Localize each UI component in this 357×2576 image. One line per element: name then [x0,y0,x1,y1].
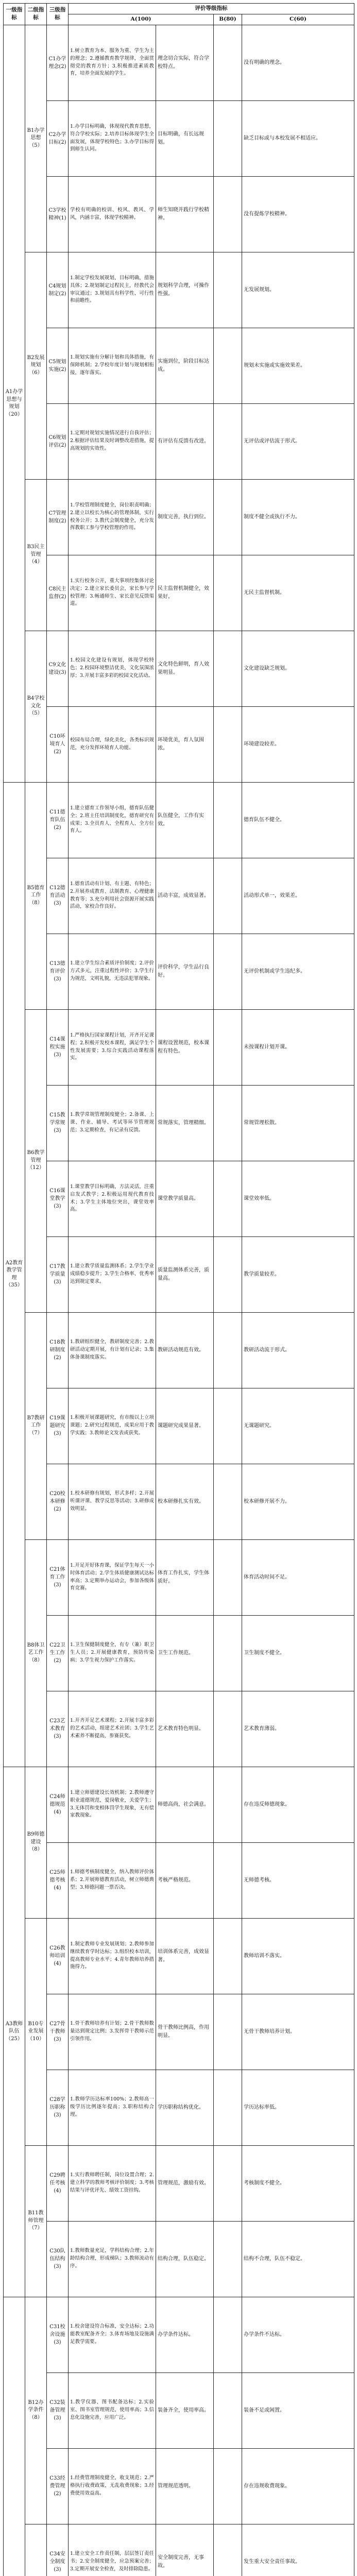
col-header-scale: 评价等级指标 [69,4,354,14]
indicator-description: 1.开足开好体育课，保证学生每天一小时体育活动；2.学生体质健康测试达标率高；3.定期举办运动会，参加各级体育竞赛。 [69,1539,156,1615]
grade-b-criteria [214,1161,242,1236]
grade-b-criteria [214,1842,242,1918]
grade-c-criteria: 制度不健全或执行不力。 [242,479,354,555]
grade-c-criteria: 活动形式单一，效果差。 [242,858,354,934]
table-row [4,1161,354,1236]
grade-a-criteria: 文化特色鲜明，育人效果明显。 [156,631,214,706]
grade-a-criteria: 课程设置规范，校本课程有特色。 [156,1009,214,1085]
table-row [4,2448,354,2524]
table-row [4,782,354,858]
level3-indicator: C32装备管理(3) [47,2372,69,2448]
level2-indicator: B2发展规划（6） [25,252,47,479]
indicator-description: 1.教研组织健全，教研制度完善；2.教研活动定期开展，有计划有记录；3.集体备课制度落实。 [69,1312,156,1388]
grade-b-criteria [214,1312,242,1388]
indicator-description: 1.卫生保健制度健全，有专（兼）职卫生人员；2.开展健康教育，预防传染病；3.学生视力保护工作落实。 [69,1615,156,1691]
level2-indicator: B6教学管理（12） [25,1009,47,1312]
table-row [4,252,354,328]
indicator-description: 1.教学仪器、图书配备达标；2.实验室、图书室管理规范，使用率高；3.信息化设施完善，应用广泛。 [69,2372,156,2448]
level2-indicator: B4学校文化（5） [25,631,47,782]
level2-indicator: B1办学思想（5） [25,25,47,252]
col-header-level1: 一级指标 [4,4,25,25]
grade-c-criteria: 文化建设缺乏规划。 [242,631,354,706]
grade-c-criteria: 存在违规收费现象。 [242,2448,354,2524]
grade-b-criteria [214,176,242,252]
level3-indicator: C21体育工作(3) [47,1539,69,1615]
level3-indicator: C31校舍设施(3) [47,2297,69,2372]
evaluation-page [3,3,354,2576]
indicator-description: 1.骨干教师培养有计划；2.骨干教师数量达到规定比例；3.发挥骨干教师示范引领作用。 [69,1994,156,2070]
grade-c-criteria: 无评估或评估流于形式。 [242,403,354,479]
grade-c-criteria: 德育队伍不健全。 [242,782,354,858]
level3-indicator: C7管理制度(2) [47,479,69,555]
table-row [4,1767,354,1842]
grade-a-criteria: 实施到位，阶段目标达成。 [156,328,214,403]
indicator-description: 1.教学常规管理制度健全；2.备课、上课、作业、辅导、考试等环节管理规范；3.定期检查，有记录有反馈。 [69,1085,156,1161]
table-row [4,1464,354,1539]
col-header-level2: 二级指标 [25,4,47,25]
table-row [4,934,354,1009]
indicator-description: 校园布局合理，绿化美化，各类标识规范，充分发挥环境育人功能。 [69,706,156,782]
level3-indicator: C28学历职称(3) [47,2070,69,2145]
indicator-description: 1.校园文化建设有规划，体现学校特色；2.校园环境整洁优美，文化氛围浓厚；3.开展丰富多彩的校园文化活动。 [69,631,156,706]
level3-indicator: C8民主监督(2) [47,555,69,631]
indicator-description: 1.开齐开足艺术课程；2.开展丰富多彩的艺术活动，组建艺术社团；3.学生艺术素养不断提高，参赛获奖。 [69,1691,156,1767]
indicator-description: 1.经费管理制度健全，收支规范；2.严格执行收费政策，无乱收费现象；3.经费使用效益高。 [69,2448,156,2524]
col-header-b: B(80) [214,14,242,25]
level3-indicator: C6规划评估(2) [47,403,69,479]
level3-indicator: C34安全制度(3) [47,2524,69,2576]
grade-c-criteria: 教学质量较差。 [242,1236,354,1312]
indicator-description: 1.积极开展课题研究，有市级以上立项课题；2.研究过程规范，成果应用于教学实践；3.教师论文发表或获奖。 [69,1388,156,1464]
indicator-description: 1.建立安全工作责任制，层层签订责任书；2.安全制度健全，应急预案完善；3.定期开展安全检查，及时排除隐患。 [69,2524,156,2576]
evaluation-table [3,3,354,2576]
grade-a-criteria: 教研活动规范有效。 [156,1312,214,1388]
level2-indicator: B9师德建设（8） [25,1767,47,1918]
grade-a-criteria: 师德高尚，社会满意。 [156,1767,214,1842]
grade-a-criteria: 目标明确，有长远规划。 [156,100,214,176]
level1-indicator: A2教育教学管理（35） [4,782,25,1767]
table-row [4,2372,354,2448]
grade-b-criteria [214,1615,242,1691]
level2-indicator: B8体卫艺工作（8） [25,1539,47,1767]
level2-indicator: B11教师管理（7） [25,2145,47,2297]
level3-indicator: C18教研制度(2) [47,1312,69,1388]
indicator-description: 1.建立教学质量监测体系；2.学生学业成绩稳步提升；3.学生合格率、优秀率达到规定要求。 [69,1236,156,1312]
grade-b-criteria [214,2448,242,2524]
grade-c-criteria: 没有提炼学校精神。 [242,176,354,252]
grade-a-criteria: 有评估有反馈有改进。 [156,403,214,479]
indicator-description: 1.校舍建设符合标准，安全达标；2.功能教室配备齐全；3.体育场地及设施满足教学需要。 [69,2297,156,2372]
grade-b-criteria [214,1464,242,1539]
level3-indicator: C33经费管理(2) [47,2448,69,2524]
table-row [4,1994,354,2070]
level3-indicator: C13德育评价(3) [47,934,69,1009]
grade-b-criteria [214,1691,242,1767]
indicator-description: 1.实行教师聘任制，岗位设置合理；2.建立科学的教师考核评价制度；3.考核结果与评优评先、绩效工资挂钩。 [69,2145,156,2221]
grade-c-criteria: 课堂效率低。 [242,1161,354,1236]
grade-a-criteria: 师生知晓并践行学校精神。 [156,176,214,252]
level3-indicator: C30队伍结构(3) [47,2221,69,2297]
table-row [4,1085,354,1161]
level3-indicator: C11德育队伍(2) [47,782,69,858]
grade-a-criteria: 课堂教学质量高。 [156,1161,214,1236]
grade-b-criteria [214,1009,242,1085]
table-row [4,403,354,479]
level3-indicator: C14课程实施(3) [47,1009,69,1085]
level3-indicator: C24师德规范(4) [47,1767,69,1842]
table-row [4,1009,354,1085]
grade-b-criteria [214,328,242,403]
table-row [4,1312,354,1388]
level3-indicator: C23艺术教育(3) [47,1691,69,1767]
indicator-description: 1.制定学校发展规划，目标明确，措施具体；2.规划制定过程民主，经教代会审议通过；3.规划具有科学性、可行性和前瞻性。 [69,252,156,328]
grade-a-criteria: 校本研修扎实有效。 [156,1464,214,1539]
grade-b-criteria [214,2070,242,2145]
grade-a-criteria: 学历职称结构优化。 [156,2070,214,2145]
indicator-description: 1.师德考核制度健全，纳入教师评价体系；2.开展师德教育活动，树立师德典型；3.师德问题一票否决。 [69,1842,156,1918]
grade-c-criteria: 办学条件不达标。 [242,2297,354,2372]
grade-c-criteria: 卫生制度不健全。 [242,1615,354,1691]
level3-indicator: C19课题研究(3) [47,1388,69,1464]
level3-indicator: C22卫生工作(2) [47,1615,69,1691]
level1-indicator: A3教师队伍（25） [4,1767,25,2297]
grade-b-criteria [214,2221,242,2297]
grade-b-criteria [214,252,242,328]
indicator-description: 1.德育活动有计划、有主题、有特色；2.开展养成教育、法制教育、心理健康教育等；3.充分利用社会资源开展实践活动，家校合作良好。 [69,858,156,934]
grade-a-criteria: 环境优美，育人氛围浓。 [156,706,214,782]
level3-indicator: C25师德考核(4) [47,1842,69,1918]
grade-a-criteria: 考核严格规范。 [156,1842,214,1918]
indicator-description: 1.教师数量充足，学科结构合理；2.年龄结构合理，形成梯队；3.教师流动有序。 [69,2221,156,2297]
grade-c-criteria: 无民主监督机制。 [242,555,354,631]
grade-c-criteria: 艺术教育薄弱。 [242,1691,354,1767]
grade-b-criteria [214,100,242,176]
level3-indicator: C3学校精神(1) [47,176,69,252]
grade-c-criteria: 未按课程计划开课。 [242,1009,354,1085]
table-row [4,479,354,555]
grade-b-criteria [214,706,242,782]
grade-b-criteria [214,555,242,631]
grade-c-criteria: 环境建设较差。 [242,706,354,782]
grade-a-criteria: 办学条件达标。 [156,2297,214,2372]
level2-indicator: B7教研工作（7） [25,1312,47,1539]
level3-indicator: C12德育活动(3) [47,858,69,934]
col-header-c: C(60) [242,14,354,25]
grade-b-criteria [214,934,242,1009]
grade-b-criteria [214,2145,242,2221]
grade-b-criteria [214,2524,242,2576]
indicator-description: 1.树立教育为本、服务为重、学生为主的理念；2.遵循教育教学规律，全面贯彻党的教育方针；3.积极推进素质教育，培养全面发展的学生。 [69,25,156,100]
grade-a-criteria: 质量监测体系完善，质量高。 [156,1236,214,1312]
table-row [4,1388,354,1464]
table-row [4,2221,354,2297]
indicator-description: 1.建立德育工作领导小组，德育队伍健全；2.班主任培训制度化，德育研究有成果；3.全员育人、全程育人、全方位育人。 [69,782,156,858]
indicator-description: 1.教师学历达标率100%；2.教师高一级学历比例逐年提高；3.职称结构合理。 [69,2070,156,2145]
grade-c-criteria: 存在违反师德现象。 [242,1767,354,1842]
level3-indicator: C16课堂教学(3) [47,1161,69,1236]
table-row [4,1918,354,1994]
grade-a-criteria: 培训体系完善，成效显著。 [156,1918,214,1994]
table-row [4,100,354,176]
indicator-description: 1.规划实施有分解计划和具体措施，有保障机制；2.学校年度计划与规划相衔接，逐年落实。 [69,328,156,403]
indicator-description: 1.学校管理制度健全，岗位职责明确；2.建立以校长为核心的管理体制，实行校务公开；3.教代会制度健全，充分发挥教职工参与学校管理的作用。 [69,479,156,555]
grade-c-criteria: 缺乏目标或与本校发展不相适应。 [242,100,354,176]
grade-c-criteria: 学历达标率低。 [242,2070,354,2145]
grade-b-criteria [214,25,242,100]
indicator-description: 学校有明确的校训、校风、教风、学风，内涵丰富，体现学校精神。 [69,176,156,252]
grade-b-criteria [214,479,242,555]
grade-a-criteria: 规划科学合理，可操作性强。 [156,252,214,328]
level2-indicator: B5德育工作（8） [25,782,47,1009]
level1-indicator: A1办学思想与规划（20） [4,25,25,782]
grade-c-criteria: 无评价机制或学生违纪多。 [242,934,354,1009]
grade-c-criteria: 发生重大安全责任事故。 [242,2524,354,2576]
indicator-description: 1.建立师德建设长效机制；2.教师遵守职业道德规范，爱岗敬业，关爱学生；3.无体罚和变相体罚学生现象，无有偿家教现象。 [69,1767,156,1842]
grade-b-criteria [214,1085,242,1161]
table-header [4,4,354,25]
level1-indicator [4,2297,25,2576]
level3-indicator: C10环境育人(2) [47,706,69,782]
level2-indicator [25,2524,47,2576]
indicator-description: 1.校本研修有规划，形式多样；2.开展听课评课、教学反思等活动；3.研修成效明显。 [69,1464,156,1539]
indicator-description: 1.实行校务公开，重大事项经集体讨论决定；2.建立家长委员会，家长参与学校管理；3.畅通师生、家长意见反馈渠道。 [69,555,156,631]
grade-c-criteria: 校本研修开展不力。 [242,1464,354,1539]
level3-indicator: C17教学质量(3) [47,1236,69,1312]
grade-a-criteria: 管理规范透明。 [156,2448,214,2524]
table-row [4,555,354,631]
grade-a-criteria: 艺术教育特色明显。 [156,1691,214,1767]
level2-indicator: B12办学条件（8） [25,2297,47,2524]
grade-c-criteria: 体育活动时间不足。 [242,1539,354,1615]
grade-a-criteria: 安全制度完善，无事故。 [156,2524,214,2576]
grade-c-criteria: 教师培训不落实。 [242,1918,354,1994]
grade-b-criteria [214,782,242,858]
table-row [4,2145,354,2221]
level3-indicator: C5规划实施(2) [47,328,69,403]
grade-c-criteria: 教研活动流于形式。 [242,1312,354,1388]
level2-indicator: B10专业发展（10） [25,1918,47,2145]
grade-b-criteria [214,1767,242,1842]
level3-indicator: C20校本研修(2) [47,1464,69,1539]
table-row [4,706,354,782]
indicator-description: 1.定期对规划实施情况进行自我评估；2.根据评估结果及时调整改进措施，提高规划的实效性。 [69,403,156,479]
level3-indicator: C4规划制定(2) [47,252,69,328]
grade-a-criteria: 卫生工作规范。 [156,1615,214,1691]
grade-c-criteria: 无骨干教师培养计划。 [242,1994,354,2070]
grade-b-criteria [214,2297,242,2372]
level3-indicator: C15教学常规(3) [47,1085,69,1161]
level3-indicator: C26教师培训(4) [47,1918,69,1994]
table-row [4,1842,354,1918]
table-row [4,328,354,403]
table-row [4,2070,354,2145]
indicator-description: 1.严格执行国家课程计划，开齐开足课程；2.积极开发校本课程，满足学生个性发展需要；3.综合实践活动课程落实。 [69,1009,156,1085]
grade-a-criteria: 体育工作扎实，学生体质好。 [156,1539,214,1615]
grade-b-criteria [214,631,242,706]
grade-c-criteria: 常规管理松散。 [242,1085,354,1161]
grade-a-criteria: 装备齐全，使用率高。 [156,2372,214,2448]
col-header-a: A(100) [69,14,214,25]
table-row [4,858,354,934]
grade-c-criteria: 结构不合理，队伍不稳定。 [242,2221,354,2297]
table-row [4,2524,354,2576]
level3-indicator: C2办学目标(2) [47,100,69,176]
grade-b-criteria [214,403,242,479]
grade-c-criteria: 规划未实施或实施效果差。 [242,328,354,403]
level3-indicator: C9文化建设(3) [47,631,69,706]
indicator-description: 1.办学目标明确，体现现代教育思想，符合学校实际；2.培养目标体现学生全面发展，体现学校特色；3.办学目标得到师生认同。 [69,100,156,176]
grade-a-criteria: 制度完善，执行到位。 [156,479,214,555]
grade-c-criteria: 装备不足或闲置。 [242,2372,354,2448]
grade-a-criteria: 骨干教师比例高，作用明显。 [156,1994,214,2070]
table-row [4,2297,354,2372]
grade-a-criteria: 课题研究成果显著。 [156,1388,214,1464]
grade-c-criteria: 没有明确的理念。 [242,25,354,100]
grade-b-criteria [214,1539,242,1615]
table-row [4,176,354,252]
grade-a-criteria: 评价科学，学生品行良好。 [156,934,214,1009]
grade-c-criteria: 考核制度不健全。 [242,2145,354,2221]
grade-a-criteria: 结构合理，队伍稳定。 [156,2221,214,2297]
table-row [4,1691,354,1767]
grade-a-criteria: 队伍健全，工作有实效。 [156,782,214,858]
grade-b-criteria [214,1236,242,1312]
grade-a-criteria: 理念切合实际，符合学校特点。 [156,25,214,100]
table-row [4,1236,354,1312]
grade-c-criteria: 无师德考核。 [242,1842,354,1918]
indicator-description: 1.课堂教学目标明确，方法灵活，注重启发式教学；2.积极运用现代教育技术；3.学生主体地位突出，课堂效率高。 [69,1161,156,1236]
indicator-description: 1.建立学生综合素质评价制度；2.评价方式多元，注重过程性评价；3.学生行为规范，文明礼貌，无违法犯罪现象。 [69,934,156,1009]
grade-b-criteria [214,1994,242,2070]
level3-indicator: C1办学理念(2) [47,25,69,100]
grade-a-criteria: 常规落实，管理精细。 [156,1085,214,1161]
indicator-description: 1.制定教师专业发展规划；2.教师参加继续教育学时达标；3.组织校本培训，提高教师专业水平；4.青年教师培养措施得力。 [69,1918,156,1994]
table-body [4,25,354,2576]
table-row [4,25,354,100]
grade-c-criteria: 无课题研究。 [242,1388,354,1464]
table-row [4,1615,354,1691]
grade-a-criteria: 活动丰富，成效显著。 [156,858,214,934]
grade-b-criteria [214,1918,242,1994]
grade-b-criteria [214,2372,242,2448]
grade-b-criteria [214,1388,242,1464]
level2-indicator: B3民主管理（4） [25,479,47,631]
grade-a-criteria: 管理规范，激励有效。 [156,2145,214,2221]
level3-indicator: C27骨干教师(3) [47,1994,69,2070]
level3-indicator: C29聘任考核(4) [47,2145,69,2221]
grade-a-criteria: 民主监督机制健全，效果好。 [156,555,214,631]
col-header-level3: 三级指标 [47,4,69,25]
grade-b-criteria [214,858,242,934]
grade-c-criteria: 无发展规划。 [242,252,354,328]
table-row [4,631,354,706]
table-row [4,1539,354,1615]
